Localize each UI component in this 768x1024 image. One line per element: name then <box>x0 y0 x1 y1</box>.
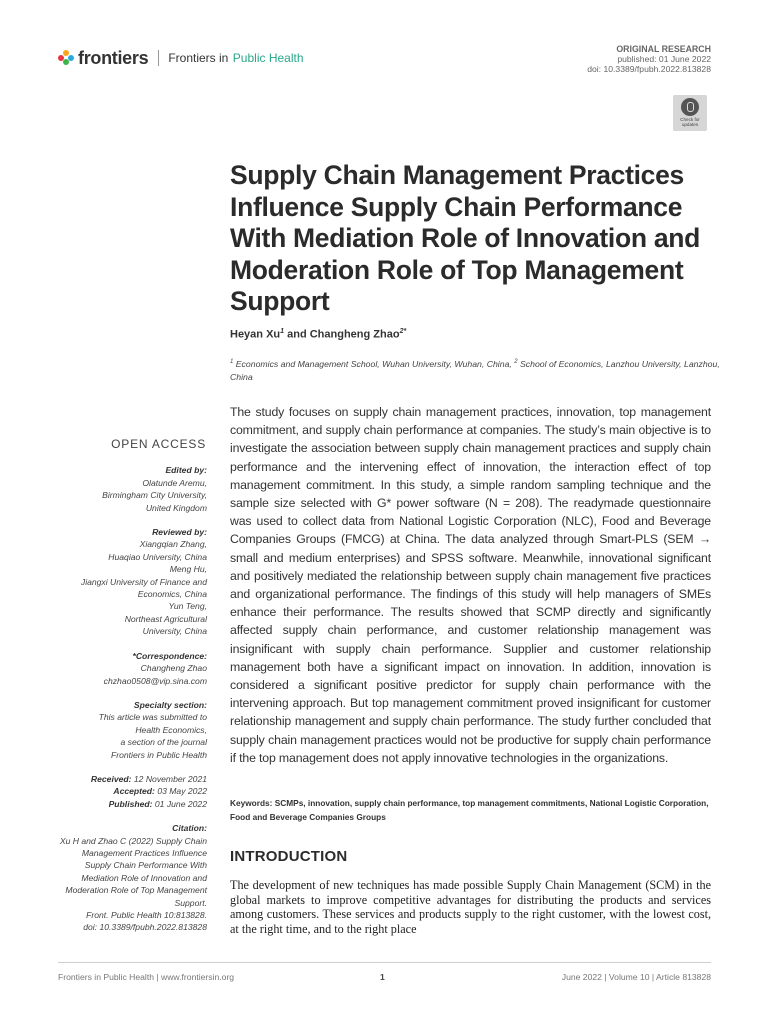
brand-divider <box>158 50 159 66</box>
author-name[interactable]: Changheng Zhao <box>309 328 400 341</box>
editor-line: Birmingham City University, <box>102 490 207 501</box>
author-affil-sup: 1 <box>280 328 285 335</box>
specialty-line: This article was submitted to <box>98 712 207 723</box>
citation-line: Xu H and Zhao C (2022) Supply Chain <box>59 835 207 846</box>
journal-name: Public Health <box>232 51 304 65</box>
open-access-label: OPEN ACCESS <box>111 437 206 451</box>
edited-by-block <box>40 464 207 514</box>
introduction-heading: INTRODUCTION <box>230 848 348 865</box>
edited-by-label: Edited by: <box>165 465 207 476</box>
dates-block <box>40 773 207 810</box>
frontiers-logo-icon <box>58 50 74 66</box>
author-name[interactable]: Heyan Xu <box>230 328 281 341</box>
article-meta <box>587 44 711 74</box>
accepted-label: Accepted: <box>113 786 155 797</box>
logo-text: frontiers <box>78 47 149 68</box>
article-type: ORIGINAL RESEARCH <box>616 44 711 54</box>
reviewer-line: Economics, China <box>137 589 207 600</box>
affil-sup: 1 <box>230 359 234 365</box>
reviewer-line: Huaqiao University, China <box>108 551 207 562</box>
correspondence-block <box>40 650 207 687</box>
citation-line: Supply Chain Performance With <box>84 860 207 871</box>
specialty-line: Health Economics, <box>135 724 207 735</box>
affil-sup: 2 <box>514 359 518 365</box>
check-for-updates-badge[interactable] <box>673 95 707 131</box>
editor-line: Olatunde Aremu, <box>142 477 207 488</box>
article-sidebar <box>40 438 207 946</box>
keywords: Keywords: SCMPs, innovation, supply chain performance, top management commitments, National Logistic Corporation, Food and Beverage Companies Groups <box>230 798 709 822</box>
introduction-text: The development of new techniques has made possible Supply Chain Management (SCM) in the global markets to improve competitive advantages for distributing the products and services among customers. These services and products supply to the right customer, with the lowest cost, at the right time, and to the right place <box>230 878 711 936</box>
reviewer-line: Xiangqian Zhang, <box>139 539 207 550</box>
reviewer-line: Northeast Agricultural <box>124 613 207 624</box>
correspondence-email[interactable]: chzhao0508@vip.sina.com <box>103 675 207 686</box>
affiliations <box>230 356 720 384</box>
reviewed-by-label: Reviewed by: <box>152 527 207 538</box>
author-affil-sup: 2* <box>399 328 407 335</box>
sidebar-published-date: 01 June 2022 <box>154 798 207 809</box>
footer-divider <box>58 962 711 963</box>
reviewer-line: Jiangxi University of Finance and <box>80 576 207 587</box>
specialty-line: a section of the journal <box>120 737 207 748</box>
specialty-section-block <box>40 699 207 761</box>
citation-line: Management Practices Influence <box>81 847 207 858</box>
specialty-section-label: Specialty section: <box>133 699 207 710</box>
check-updates-line-1: Check for <box>680 117 700 122</box>
citation-block <box>40 822 207 934</box>
citation-label: Citation: <box>172 823 207 834</box>
reviewer-line: University, China <box>142 626 207 637</box>
editor-line: United Kingdom <box>145 502 207 513</box>
check-updates-line-2: updates <box>681 122 699 127</box>
crossmark-icon <box>681 98 699 116</box>
received-date: 12 November 2021 <box>133 773 207 784</box>
accepted-date: 03 May 2022 <box>157 786 207 797</box>
correspondence-name: Changheng Zhao <box>140 663 207 674</box>
footer-journal-link[interactable]: Frontiers in Public Health | www.frontiersin.org <box>58 972 235 982</box>
journal-brand[interactable] <box>58 46 304 70</box>
footer-issue-info: June 2022 | Volume 10 | Article 813828 <box>561 972 711 982</box>
correspondence-label: *Correspondence: <box>132 650 207 661</box>
received-label: Received: <box>90 773 132 784</box>
published-label: Published: <box>108 798 153 809</box>
citation-line: Support. <box>174 897 207 908</box>
reviewed-by-block <box>40 526 207 638</box>
affiliation: School of Economics, Lanzhou University, Lanzhou, China <box>230 358 720 382</box>
abstract-text: The study focuses on supply chain management practices, innovation, top management commitment, and supply chain performance at companies. The study’s main objective is to investigate the association between supply chain management practices and supply chain performance and the intervening effect of innovation, the interaction effect of top management commitment. In this study, a simple random sampling technique and the sample size selected with G* power software (N = 208). The readymade questionnaire was used to collect data from National Logistic Corporation (NLC), Food and Beverage Companies Groups (FMCG) at China. The data analyzed through Smart-PLS (SEM → small and medium enterprises) and SPSS software. Meanwhile, innovational significant and positively mediated the relationship between supply chain management five practices and organizational performance. The findings of this study will help managers of SMEs enhance their performance. The results showed that SCMP directly and significantly affected supply chain performance, and customer relationship management was insignificant with supply chain performance. Supplier and customer relationship management both have a significant impact on innovation. In addition, innovation is considered a significant positive predictor for supply chain performance with the intervening approach. But top management commitment proved insignificant for customer relationship management and supply chain performance. The study further concluded that supply chain management practices would not be productive for supply chain performance if the top management does not apply innovative technologies in the organizations. <box>230 405 711 765</box>
citation-line: Mediation Role of Innovation and <box>81 872 207 883</box>
published-date: published: 01 June 2022 <box>617 54 711 64</box>
article-title: Supply Chain Management Practices Influence Supply Chain Performance With Mediation Role of Innovation and Moderation Role of Top Management Support <box>230 160 701 316</box>
author-list <box>230 328 406 341</box>
article-doi[interactable]: doi: 10.3389/fpubh.2022.813828 <box>587 64 711 74</box>
citation-doi[interactable]: doi: 10.3389/fpubh.2022.813828 <box>83 922 207 933</box>
citation-line: Moderation Role of Top Management <box>65 885 207 896</box>
page-number: 1 <box>380 972 385 982</box>
reviewer-line: Meng Hu, <box>169 564 207 575</box>
specialty-line: Frontiers in Public Health <box>110 749 207 760</box>
affiliation: Economics and Management School, Wuhan University, Wuhan, China, <box>235 358 512 369</box>
citation-line: Front. Public Health 10:813828. <box>86 910 207 920</box>
journal-prefix: Frontiers in <box>168 51 229 65</box>
reviewer-line: Yun Teng, <box>168 601 207 612</box>
authors-conjunction: and <box>287 328 307 341</box>
